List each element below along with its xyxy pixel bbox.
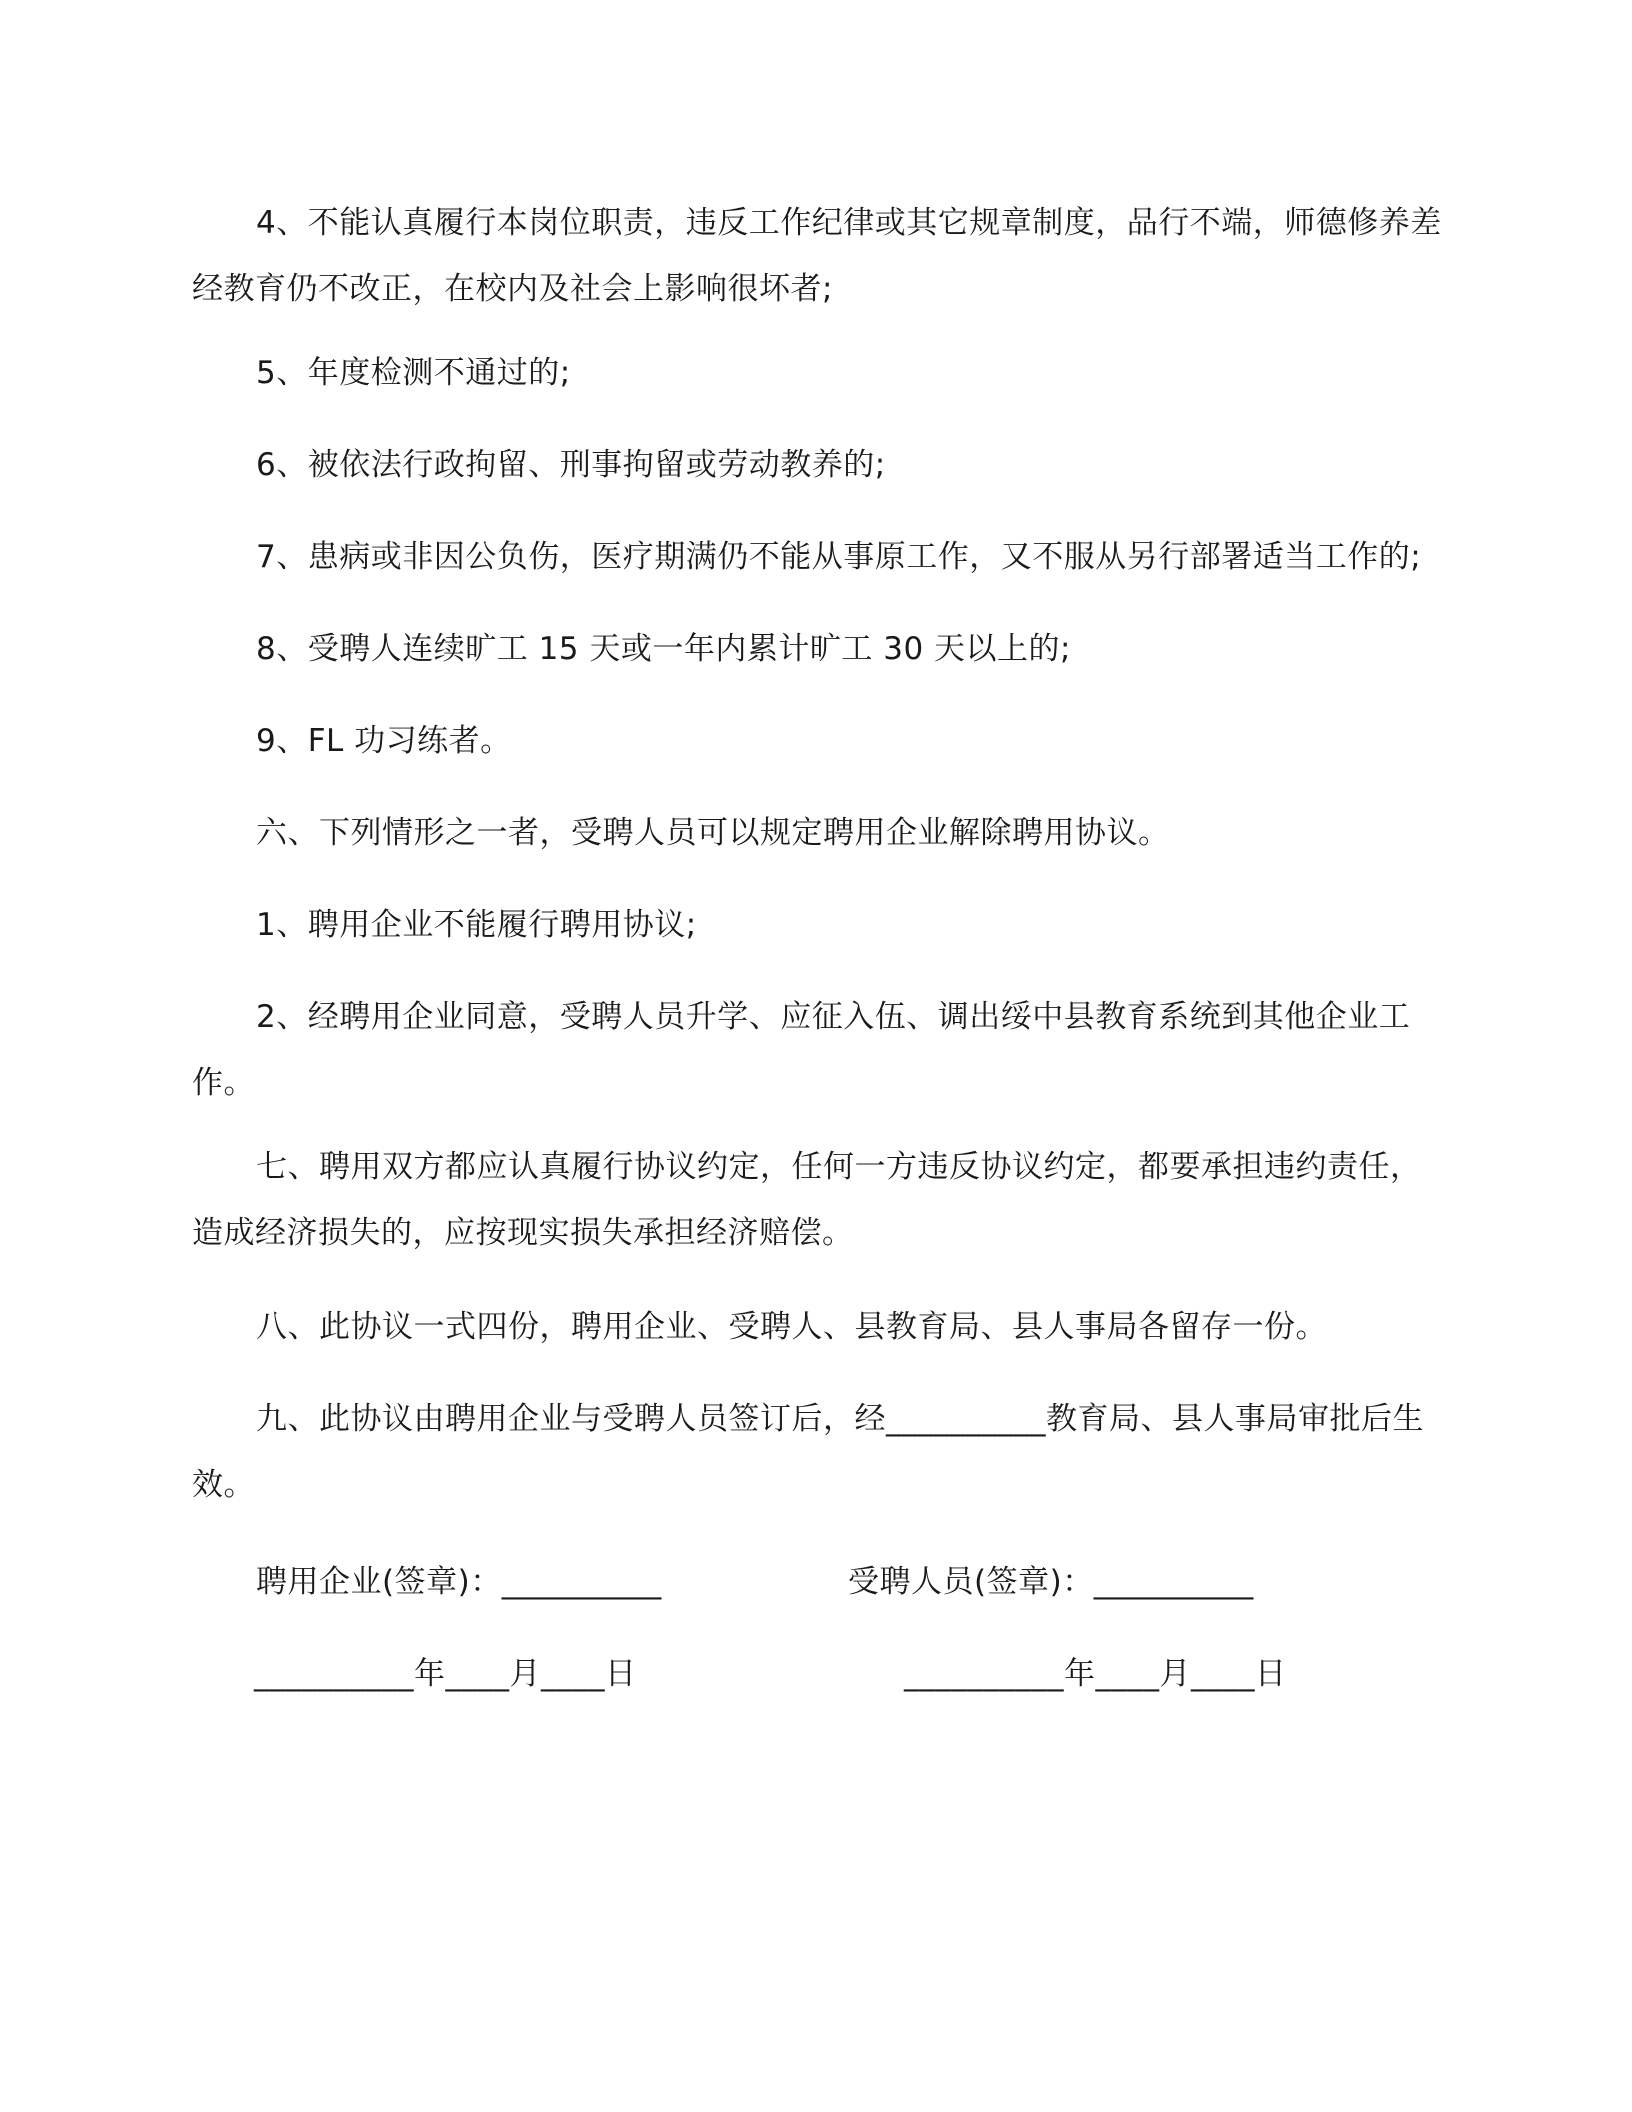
employer-date-line: __________年____月____日: [254, 1656, 637, 1692]
employee-date-line: __________年____月____日: [904, 1656, 1287, 1692]
section-8-paragraph: 八、此协议一式四份，聘用企业、受聘人、县教育局、县人事局各留存一份。: [256, 1309, 1327, 1345]
employee-signature-line: 受聘人员(签章)：__________: [848, 1564, 1254, 1600]
clause-6-paragraph: 6、被依法行政拘留、刑事拘留或劳动教养的;: [256, 447, 886, 483]
section-6-heading-paragraph: 六、下列情形之一者，受聘人员可以规定聘用企业解除聘用协议。: [256, 815, 1170, 851]
section-9-paragraph: 九、此协议由聘用企业与受聘人员签订后，经__________教育局、县人事局审批后生效。: [192, 1401, 1424, 1503]
section-6-item-1-paragraph: 1、聘用企业不能履行聘用协议;: [256, 907, 697, 943]
clause-5-paragraph: 5、年度检测不通过的;: [256, 355, 571, 391]
clause-8-paragraph: 8、受聘人连续旷工 15 天或一年内累计旷工 30 天以上的;: [256, 631, 1071, 667]
employer-signature-line: 聘用企业(签章)：__________: [256, 1564, 662, 1600]
clause-4-paragraph: 4、不能认真履行本岗位职责，违反工作纪律或其它规章制度，品行不端，师德修养差经教育仍不改正，在校内及社会上影响很坏者;: [192, 205, 1442, 307]
section-7-paragraph: 七、聘用双方都应认真履行协议约定，任何一方违反协议约定，都要承担违约责任，造成经济损失的，应按现实损失承担经济赔偿。: [192, 1149, 1422, 1251]
clause-7-paragraph: 7、患病或非因公负伤，医疗期满仍不能从事原工作，又不服从另行部署适当工作的;: [256, 539, 1422, 575]
section-6-item-2-paragraph: 2、经聘用企业同意，受聘人员升学、应征入伍、调出绥中县教育系统到其他企业工作。: [192, 999, 1411, 1101]
clause-9-paragraph: 9、FL 功习练者。: [256, 723, 512, 759]
